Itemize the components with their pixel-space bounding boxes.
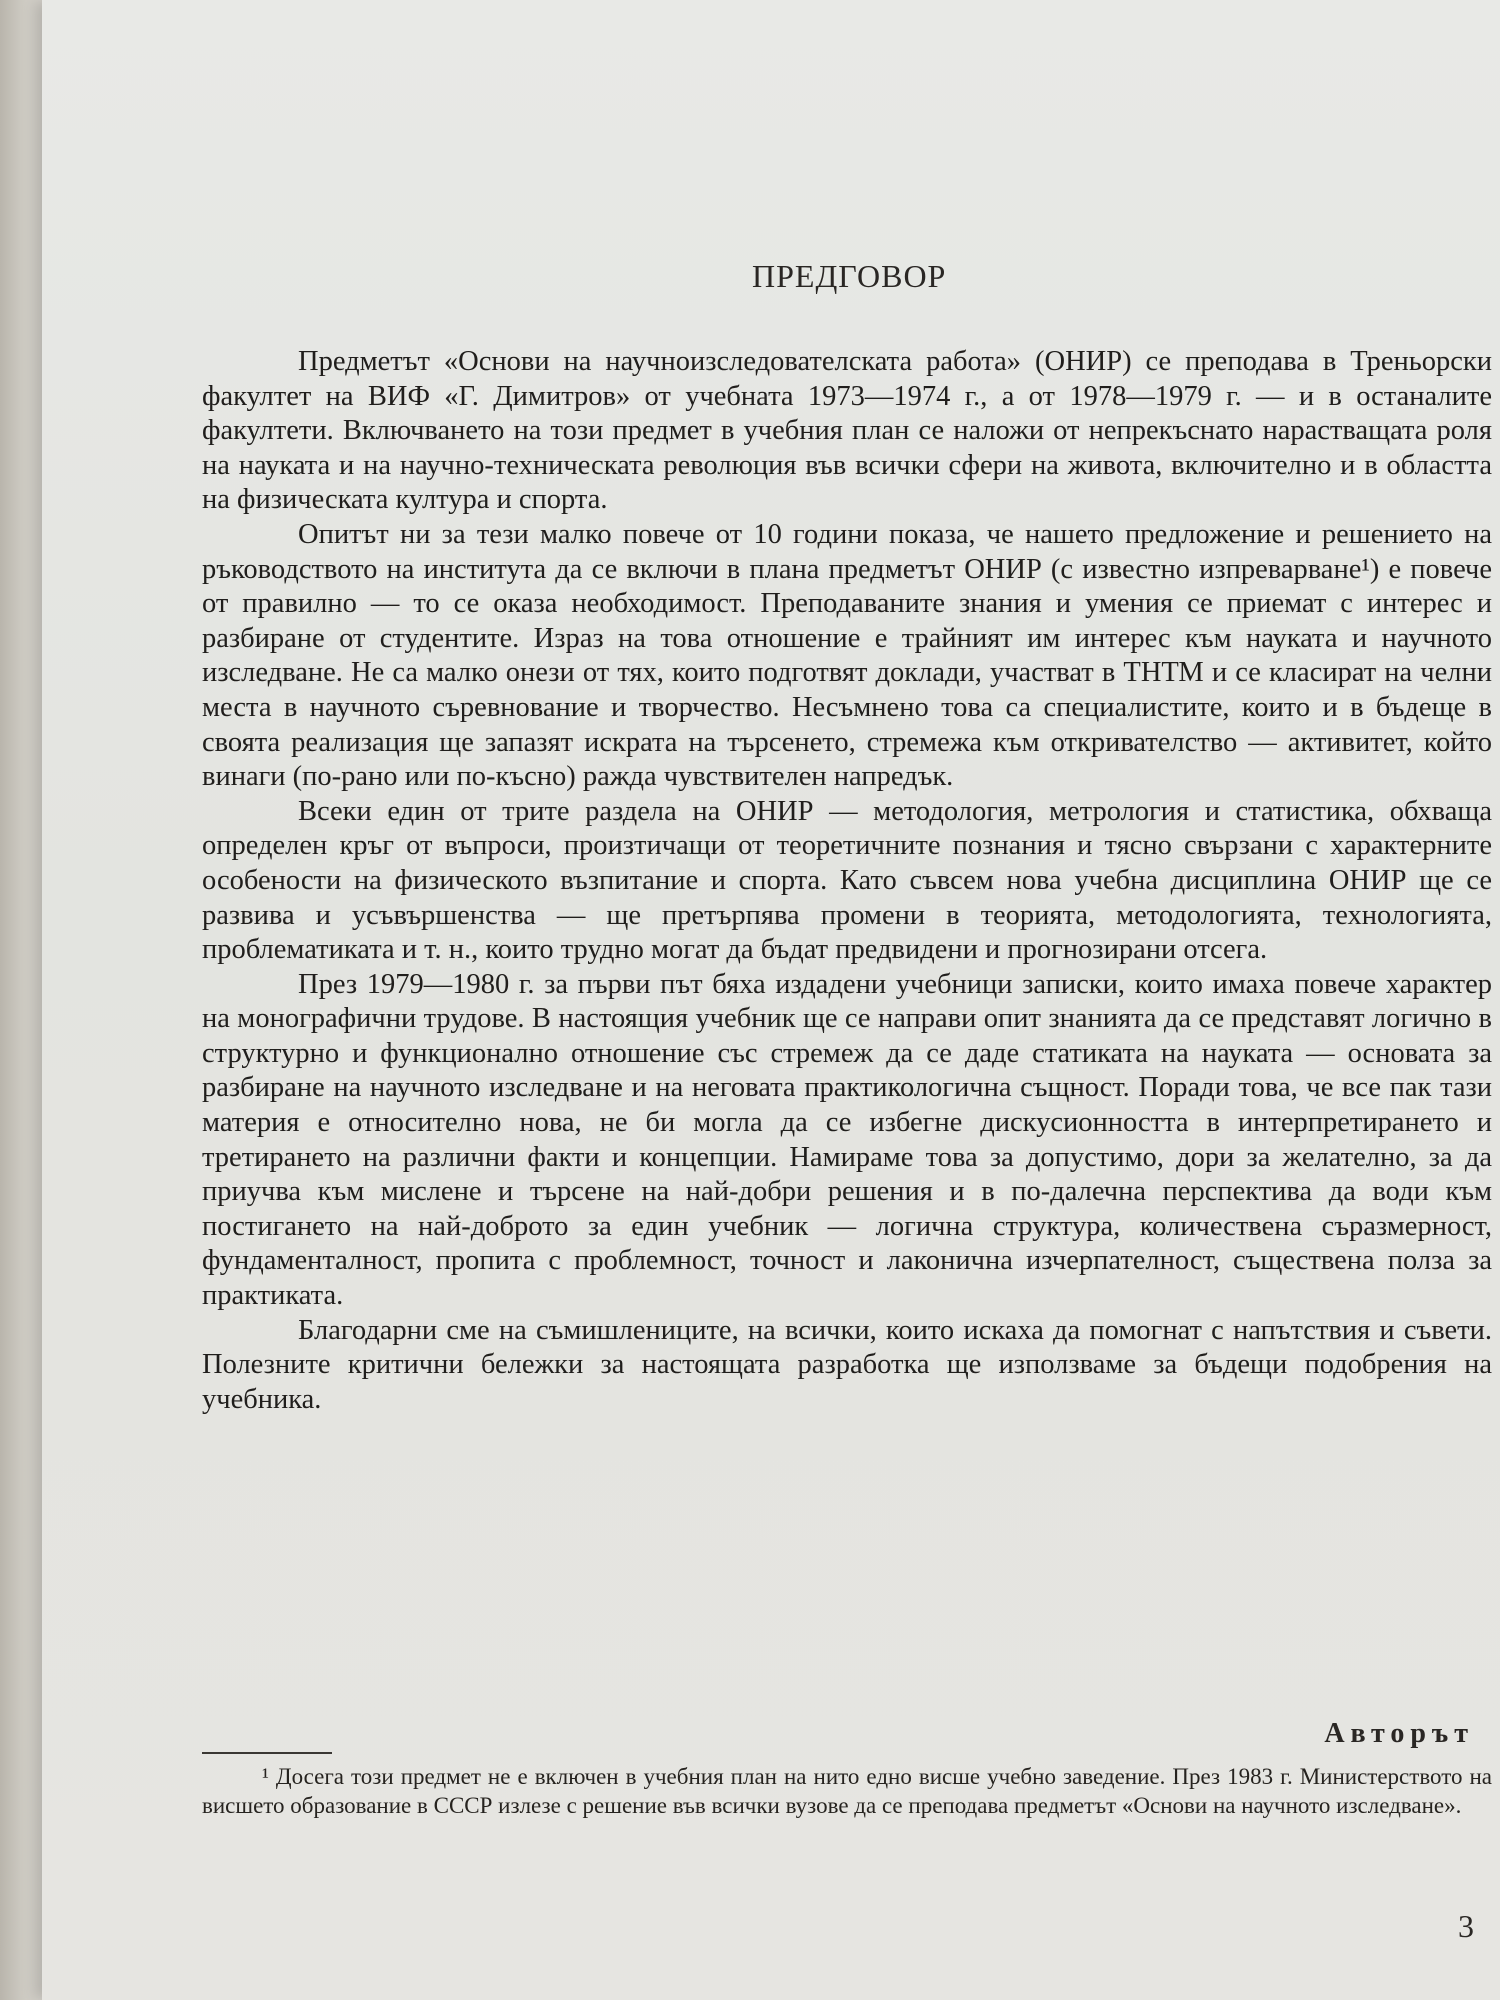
author-signature: Авторът: [1324, 1718, 1474, 1749]
footnote-divider: [202, 1752, 332, 1754]
page-number: 3: [1458, 1908, 1474, 1944]
paragraph-2: Опитът ни за тези малко повече от 10 години показа, че нашето предложение и решението на ръководството на института да се включи в плана предметът ОНИР (с известно изпреварване¹) е повече от правилно — то се оказа необходимост. Преподаваните знания и умения се приемат с интерес и разбиране от студентите. Израз на това отношение е трайният им интерес към науката и научното изследване. Не са малко онези от тях, които подготвят доклади, участват в ТНТМ и се класират на челни места в научното съревнование и творчество. Несъмнено това са специалистите, които и в бъдеще в своята реализация ще запазят искрата на търсенето, стремежа към откривателство — активитет, който винаги (по-рано или по-късно) ражда чувствителен напредък.: [202, 518, 1492, 793]
paragraph-5: Благодарни сме на съмишлениците, на всички, които искаха да помогнат с напътствия и съвети. Полезните критични бележки за настоящата разработка ще използваме за бъдещи подобрения на учебника.: [202, 1314, 1492, 1415]
paragraph-4: През 1979—1980 г. за първи път бяха издадени учебници записки, които имаха повече характер на монографични трудове. В настоящия учебник ще се направи опит знанията да се представят логично в структурно и функционално отношение със стремеж да се даде статиката на науката — основата за разбиране на научното изследване и на неговата практикологична същност. Поради това, че все пак тази материя е относително нова, не би могла да се избегне дискусионността в интерпретирането и третирането на различни факти и концепции. Намираме това за допустимо, дори за желателно, за да приучва към мислене и търсене на най-добри решения и в по-далечна перспектива да води към постигането на най-доброто за един учебник — логична структура, количествена съразмерност, фундаменталност, пропита с проблемност, точност и лаконична изчерпателност, съществена полза за практиката.: [202, 968, 1492, 1312]
book-page: [42, 0, 1500, 2000]
preface-body: [202, 345, 1492, 1417]
book-spine-shadow: [0, 0, 42, 2000]
paragraph-1: Предметът «Основи на научноизследователската работа» (ОНИР) се преподава в Треньорски факултет на ВИФ «Г. Димитров» от учебната 1973—1974 г., а от 1978—1979 г. — и в останалите факултети. Включването на този предмет в учебния план се наложи от непрекъснато нарастващата роля на науката и на научно-техническата революция във всички сфери на живота, включително и в областта на физическата култура и спорта.: [202, 346, 1492, 516]
footnote: ¹ Досега този предмет не е включен в учебния план на нито едно висше учебно заведение. През 1983 г. Министерството на висшето образование в СССР излезе с решение във всички вузове да се преподава предметът «Основи на научното изследване».: [202, 1764, 1492, 1818]
paragraph-3: Всеки един от трите раздела на ОНИР — методология, метрология и статистика, обхваща определен кръг от въпроси, произтичащи от теоретичните познания и тясно свързани с характерните особености на физическото възпитание и спорта. Като съвсем нова учебна дисциплина ОНИР ще се развива и усъвършенства — ще претърпява промени в теорията, методологията, технологията, проблематиката и т. н., които трудно могат да бъдат предвидени и прогнозирани отсега.: [202, 795, 1492, 966]
page-title: ПРЕДГОВОР: [752, 258, 947, 294]
